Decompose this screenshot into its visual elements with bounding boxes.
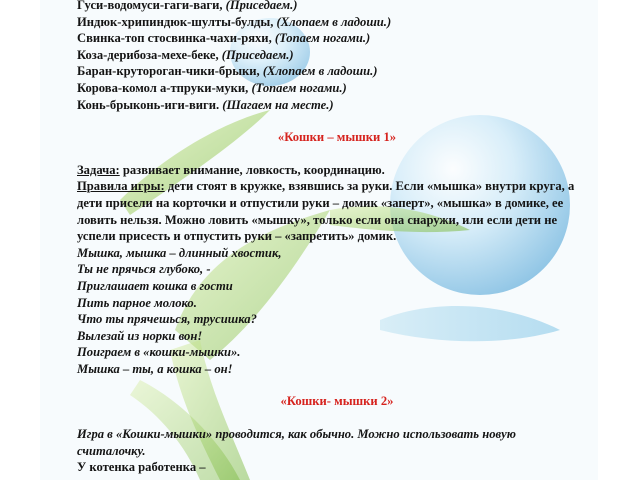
poem-line: Мышка, мышка – длинный хвостик,	[77, 245, 282, 260]
rhyme-line: Свинка-топ стосвинка-чахи-ряхи, (Топаем ногами.)	[77, 31, 371, 46]
rhyme-line: Индюк-хрипиндюк-шулты-булды, (Хлопаем в ладоши.)	[77, 14, 392, 29]
rhyme-line: Корова-комол а-тпруки-муки, (Топаем ногами.)	[77, 80, 347, 95]
rhyme-line: Баран-крутороган-чики-брыки, (Хлопаем в ладоши.)	[77, 64, 378, 79]
rhyme-line: Гуси-водомуси-гаги-ваги, (Приседаем.)	[77, 0, 298, 12]
rules-paragraph: Правила игры: дети стоят в кружке, взявшись за руки. Если «мышка» внутри круга, а дети присели на корточки и отпустили руки – домик «заперт», «мышка» в домике, ее ловить нельзя. Можно ловить «мышку», только если она снаружи, или если дети не успели присесть и отпустить руки – «запретить» домик.	[77, 179, 575, 244]
task-paragraph: Задача: развивает внимание, ловкость, координацию.	[77, 162, 385, 177]
section-title-cats-mice-1: «Кошки – мышки 1»	[277, 130, 397, 145]
poem-line: У котенка работенка –	[77, 460, 206, 475]
section-title-cats-mice-2: «Кошки- мышки 2»	[280, 394, 394, 409]
poem-line: Мышка – ты, а кошка – он!	[77, 361, 233, 376]
document-body	[77, 0, 597, 476]
poem-line: Поиграем в «кошки-мышки».	[77, 345, 241, 360]
poem-line: Вылезай из норки вон!	[77, 328, 203, 343]
poem-line: Приглашает кошка в гости	[77, 278, 233, 293]
poem-line: Пить парное молоко.	[77, 295, 197, 310]
poem-line: Ты не прячься глубоко, -	[77, 262, 211, 277]
game2-intro-paragraph: Игра в «Кошки-мышки» проводится, как обычно. Можно использовать новую считалочку.	[77, 427, 516, 458]
poem-line: Что ты прячешься, трусишка?	[77, 312, 257, 327]
rhyme-line: Конь-брыконь-иги-виги. (Шагаем на месте.)	[77, 97, 334, 112]
rhyme-line: Коза-дерибоза-мехе-беке, (Приседаем.)	[77, 47, 294, 62]
